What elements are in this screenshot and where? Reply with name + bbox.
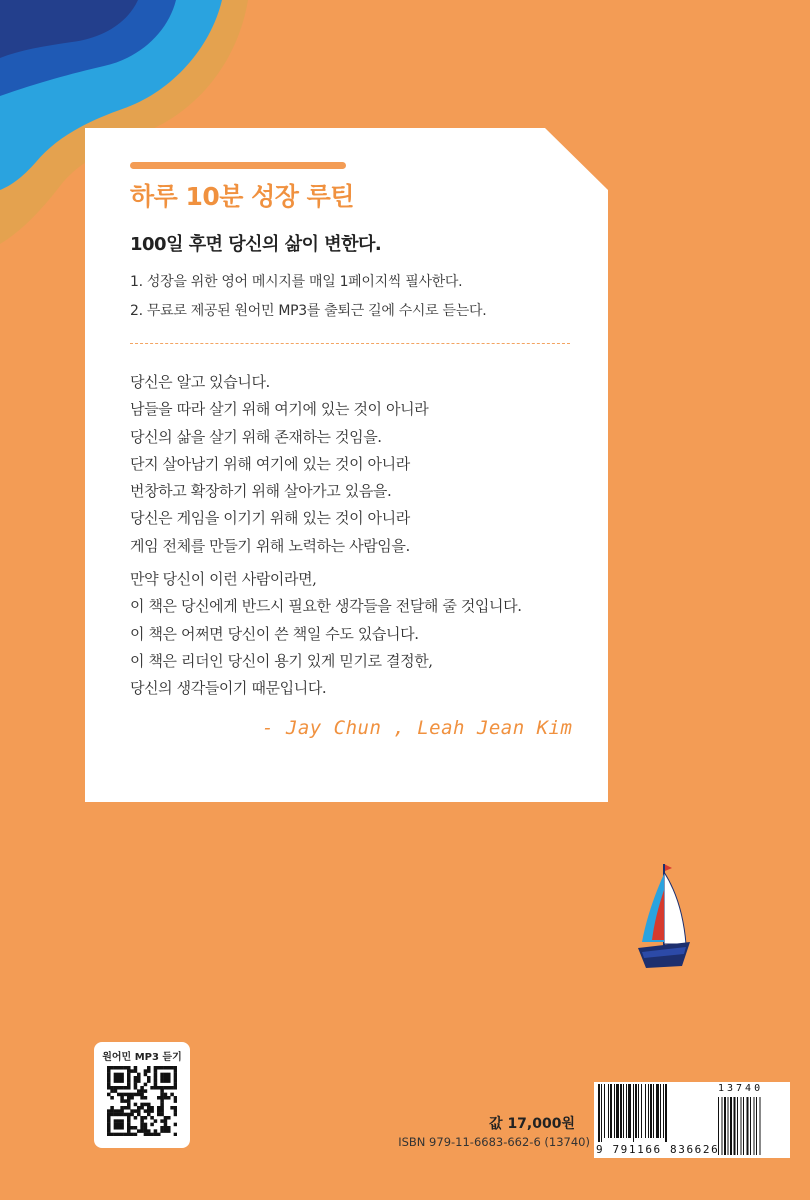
barcode-addon-code: 13740: [718, 1083, 764, 1094]
poem-line: 이 책은 당신에게 반드시 필요한 생각들을 전달해 줄 것입니다.: [130, 597, 522, 616]
poem-line: 번창하고 확장하기 위해 살아가고 있음을.: [130, 482, 392, 501]
qr-label: 원어민 MP3 듣기: [102, 1052, 182, 1063]
poem-line: 게임 전체를 만들기 위해 노력하는 사람임을.: [130, 536, 410, 555]
isbn-label: ISBN 979-11-6683-662-6 (13740): [398, 1135, 590, 1149]
routine-subheading: 100일 후면 당신의 삶이 변한다.: [130, 234, 382, 255]
routine-steps: [130, 268, 486, 326]
poem-line: 만약 당신이 이런 사람이라면,: [130, 570, 317, 588]
poem-line: 당신의 생각들이기 때문입니다.: [130, 679, 327, 698]
poem-stanza-2: [130, 566, 522, 702]
author-signature: - Jay Chun , Leah Jean Kim: [262, 717, 573, 739]
step-item: 1. 성장을 위한 영어 메시지를 매일 1페이지씩 필사한다.: [130, 274, 463, 290]
poem-line: 단지 살아남기 위해 여기에 있는 것이 아니라: [130, 454, 410, 473]
poem-line: 당신은 게임을 이기기 위해 있는 것이 아니라: [130, 509, 410, 528]
poem-line: 이 책은 어쩌면 당신이 쓴 책일 수도 있습니다.: [130, 624, 419, 643]
poem-line: 당신의 삶을 살기 위해 존재하는 것임을.: [130, 427, 382, 446]
barcode-digits: 9 791166 836626: [596, 1143, 720, 1156]
routine-heading: 하루 10분 성장 루틴: [130, 182, 354, 211]
qr-code[interactable]: [107, 1066, 177, 1136]
poem-stanza-1: [130, 369, 428, 560]
dashed-divider: [130, 343, 570, 344]
barcode-panel: [594, 1082, 790, 1158]
price-label: 값 17,000원: [489, 1116, 575, 1132]
qr-code-panel: [94, 1042, 190, 1148]
sailboat-icon: [628, 860, 698, 975]
step-item: 2. 무료로 제공된 원어민 MP3를 출퇴근 길에 수시로 듣는다.: [130, 303, 487, 319]
heading-accent-bar: [130, 162, 346, 169]
poem-line: 남들을 따라 살기 위해 여기에 있는 것이 아니라: [130, 400, 429, 419]
poem-line: 이 책은 리더인 당신이 용기 있게 믿기로 결정한,: [130, 651, 433, 670]
poem-line: 당신은 알고 있습니다.: [130, 373, 270, 391]
